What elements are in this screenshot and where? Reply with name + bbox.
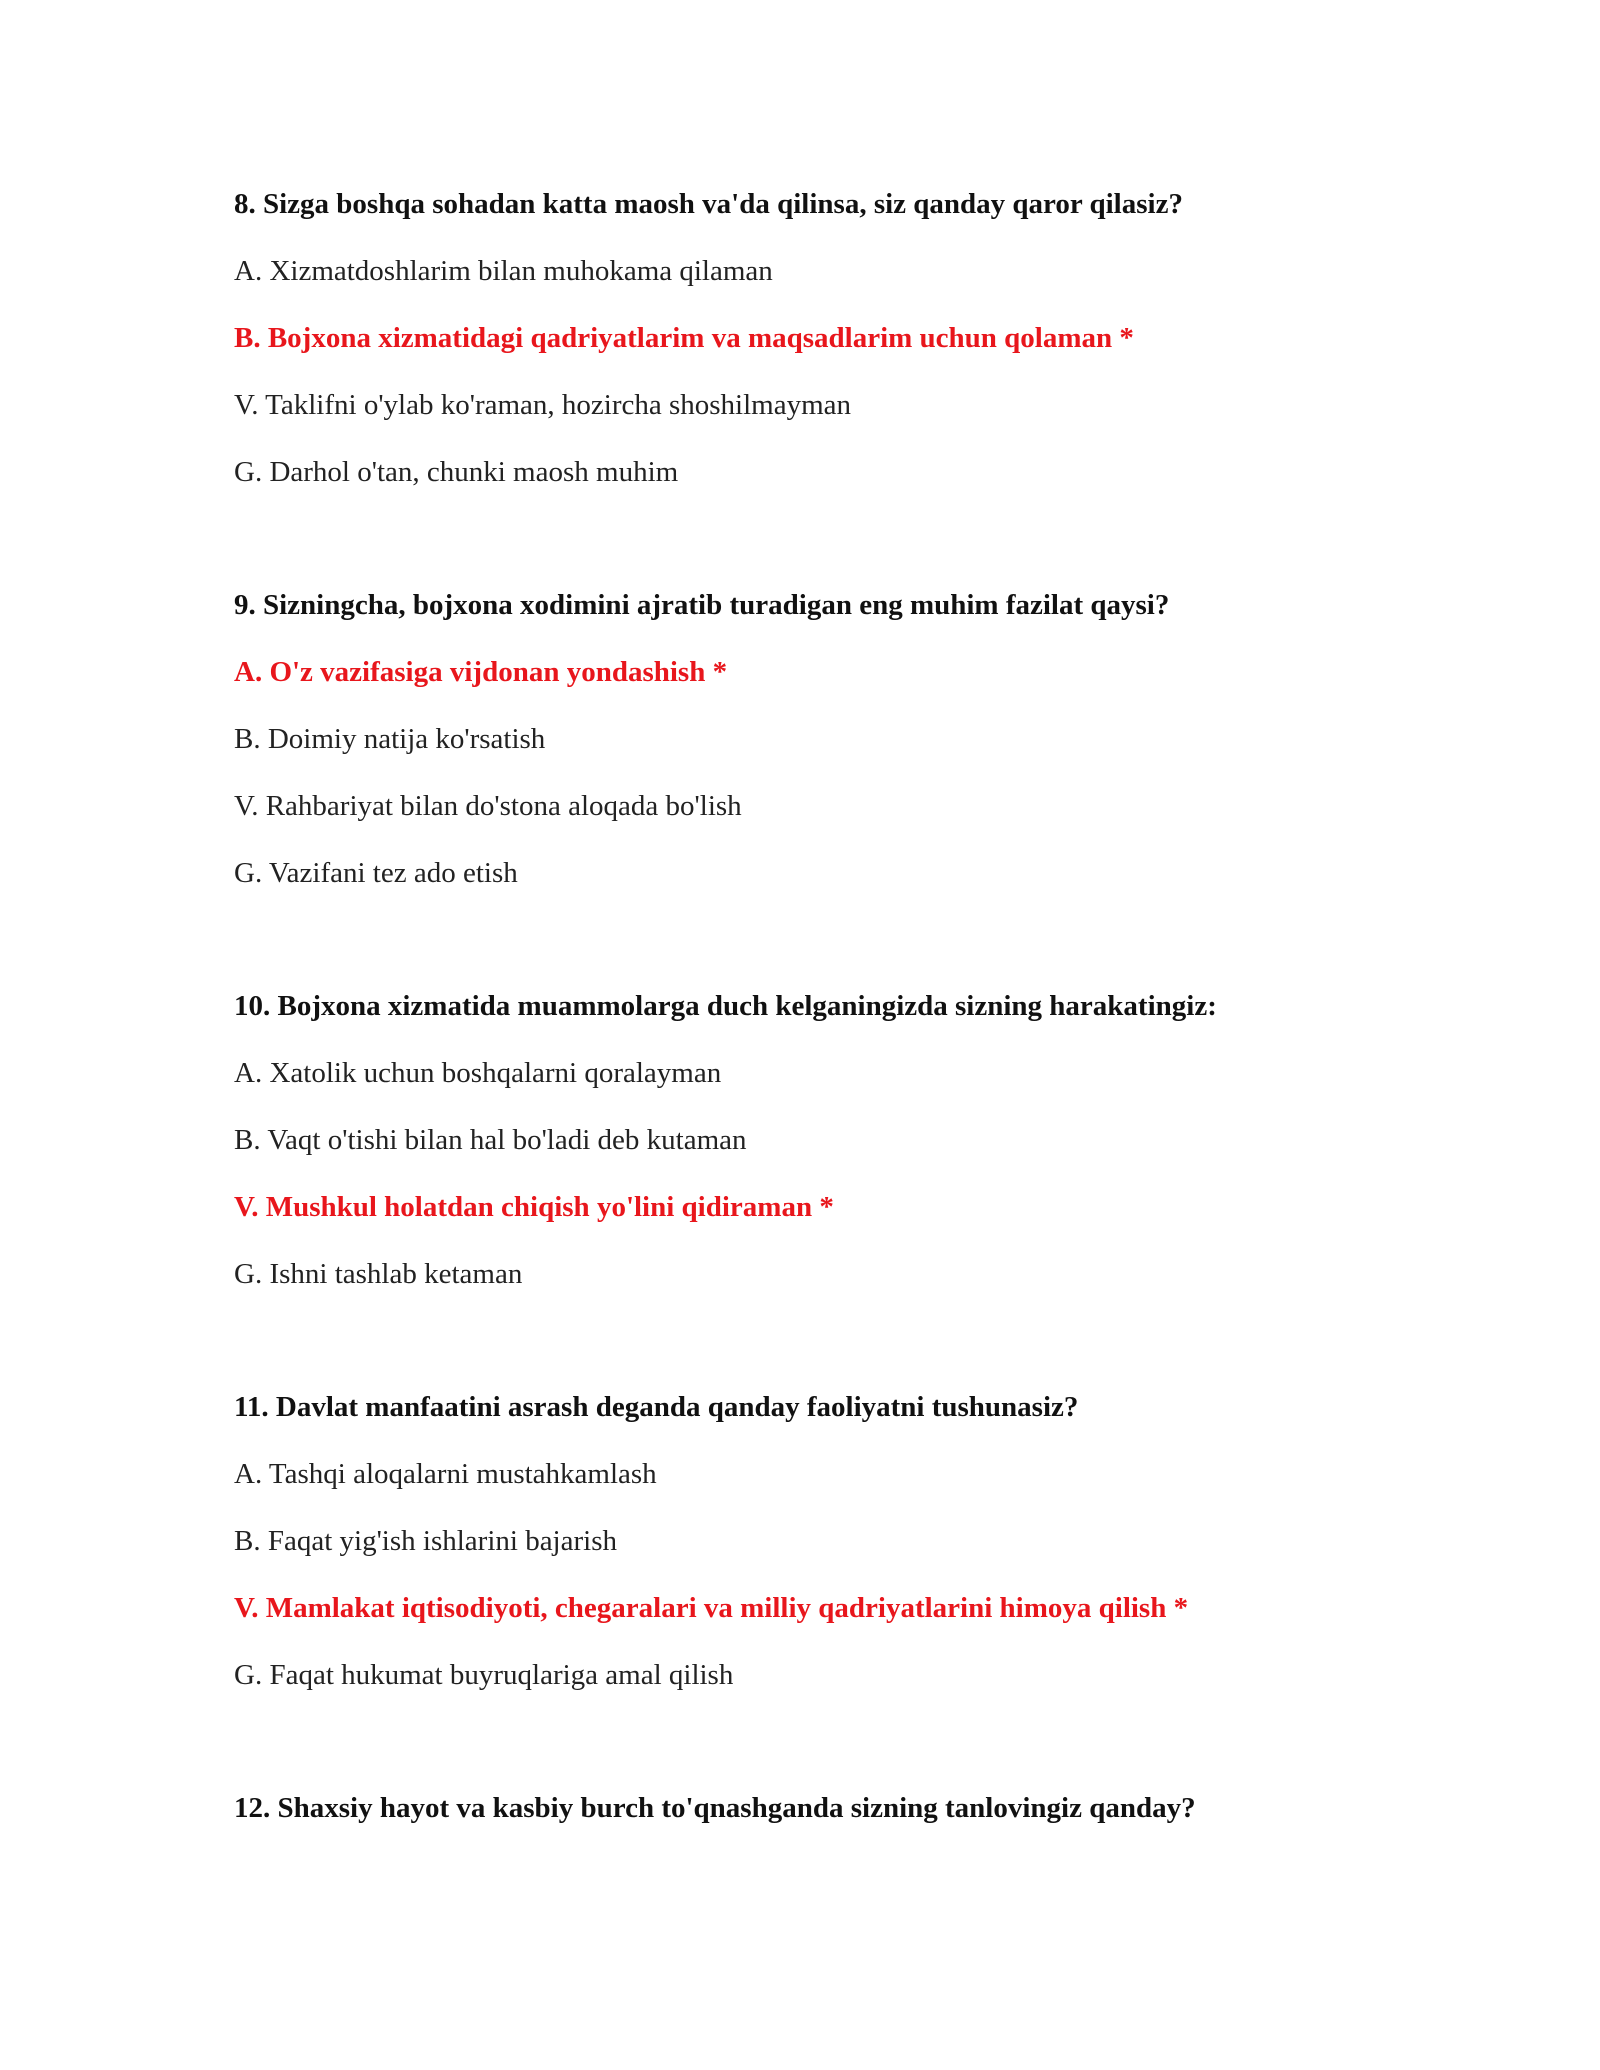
answer-option: G. Faqat hukumat buyruqlariga amal qilish [234,1659,734,1691]
answer-option: G. Ishni tashlab ketaman [234,1258,523,1290]
answer-option: B. Doimiy natija ko'rsatish [234,723,546,755]
question-text: 12. Shaxsiy hayot va kasbiy burch to'qnashganda sizning tanlovingiz qanday? [234,1792,1196,1824]
question-text: 8. Sizga boshqa sohadan katta maosh va'da qilinsa, siz qanday qaror qilasiz? [234,188,1183,220]
answer-option: V. Taklifni o'ylab ko'raman, hozircha shoshilmayman [234,389,852,421]
question-text: 11. Davlat manfaatini asrash deganda qanday faoliyatni tushunasiz? [234,1391,1079,1423]
answer-option: B. Faqat yig'ish ishlarini bajarish [234,1525,617,1557]
question-text: 9. Sizningcha, bojxona xodimini ajratib turadigan eng muhim fazilat qaysi? [234,589,1170,621]
question-text: 10. Bojxona xizmatida muammolarga duch kelganingizda sizning harakatingiz: [234,990,1217,1022]
answer-option: B. Vaqt o'tishi bilan hal bo'ladi deb kutaman [234,1124,747,1156]
answer-option-correct: A. O'z vazifasiga vijdonan yondashish * [234,656,728,688]
answer-option-correct: V. Mushkul holatdan chiqish yo'lini qidiraman * [234,1191,834,1223]
answer-option: A. Tashqi aloqalarni mustahkamlash [234,1458,657,1490]
answer-option-correct: V. Mamlakat iqtisodiyoti, chegaralari va milliy qadriyatlarini himoya qilish * [234,1592,1189,1624]
answer-option: V. Rahbariyat bilan do'stona aloqada bo'lish [234,790,742,822]
answer-option: G. Vazifani tez ado etish [234,857,518,889]
answer-option: G. Darhol o'tan, chunki maosh muhim [234,456,679,488]
answer-option: A. Xizmatdoshlarim bilan muhokama qilaman [234,255,773,287]
answer-option-correct: B. Bojxona xizmatidagi qadriyatlarim va maqsadlarim uchun qolaman * [234,322,1134,354]
answer-option: A. Xatolik uchun boshqalarni qoralayman [234,1057,722,1089]
